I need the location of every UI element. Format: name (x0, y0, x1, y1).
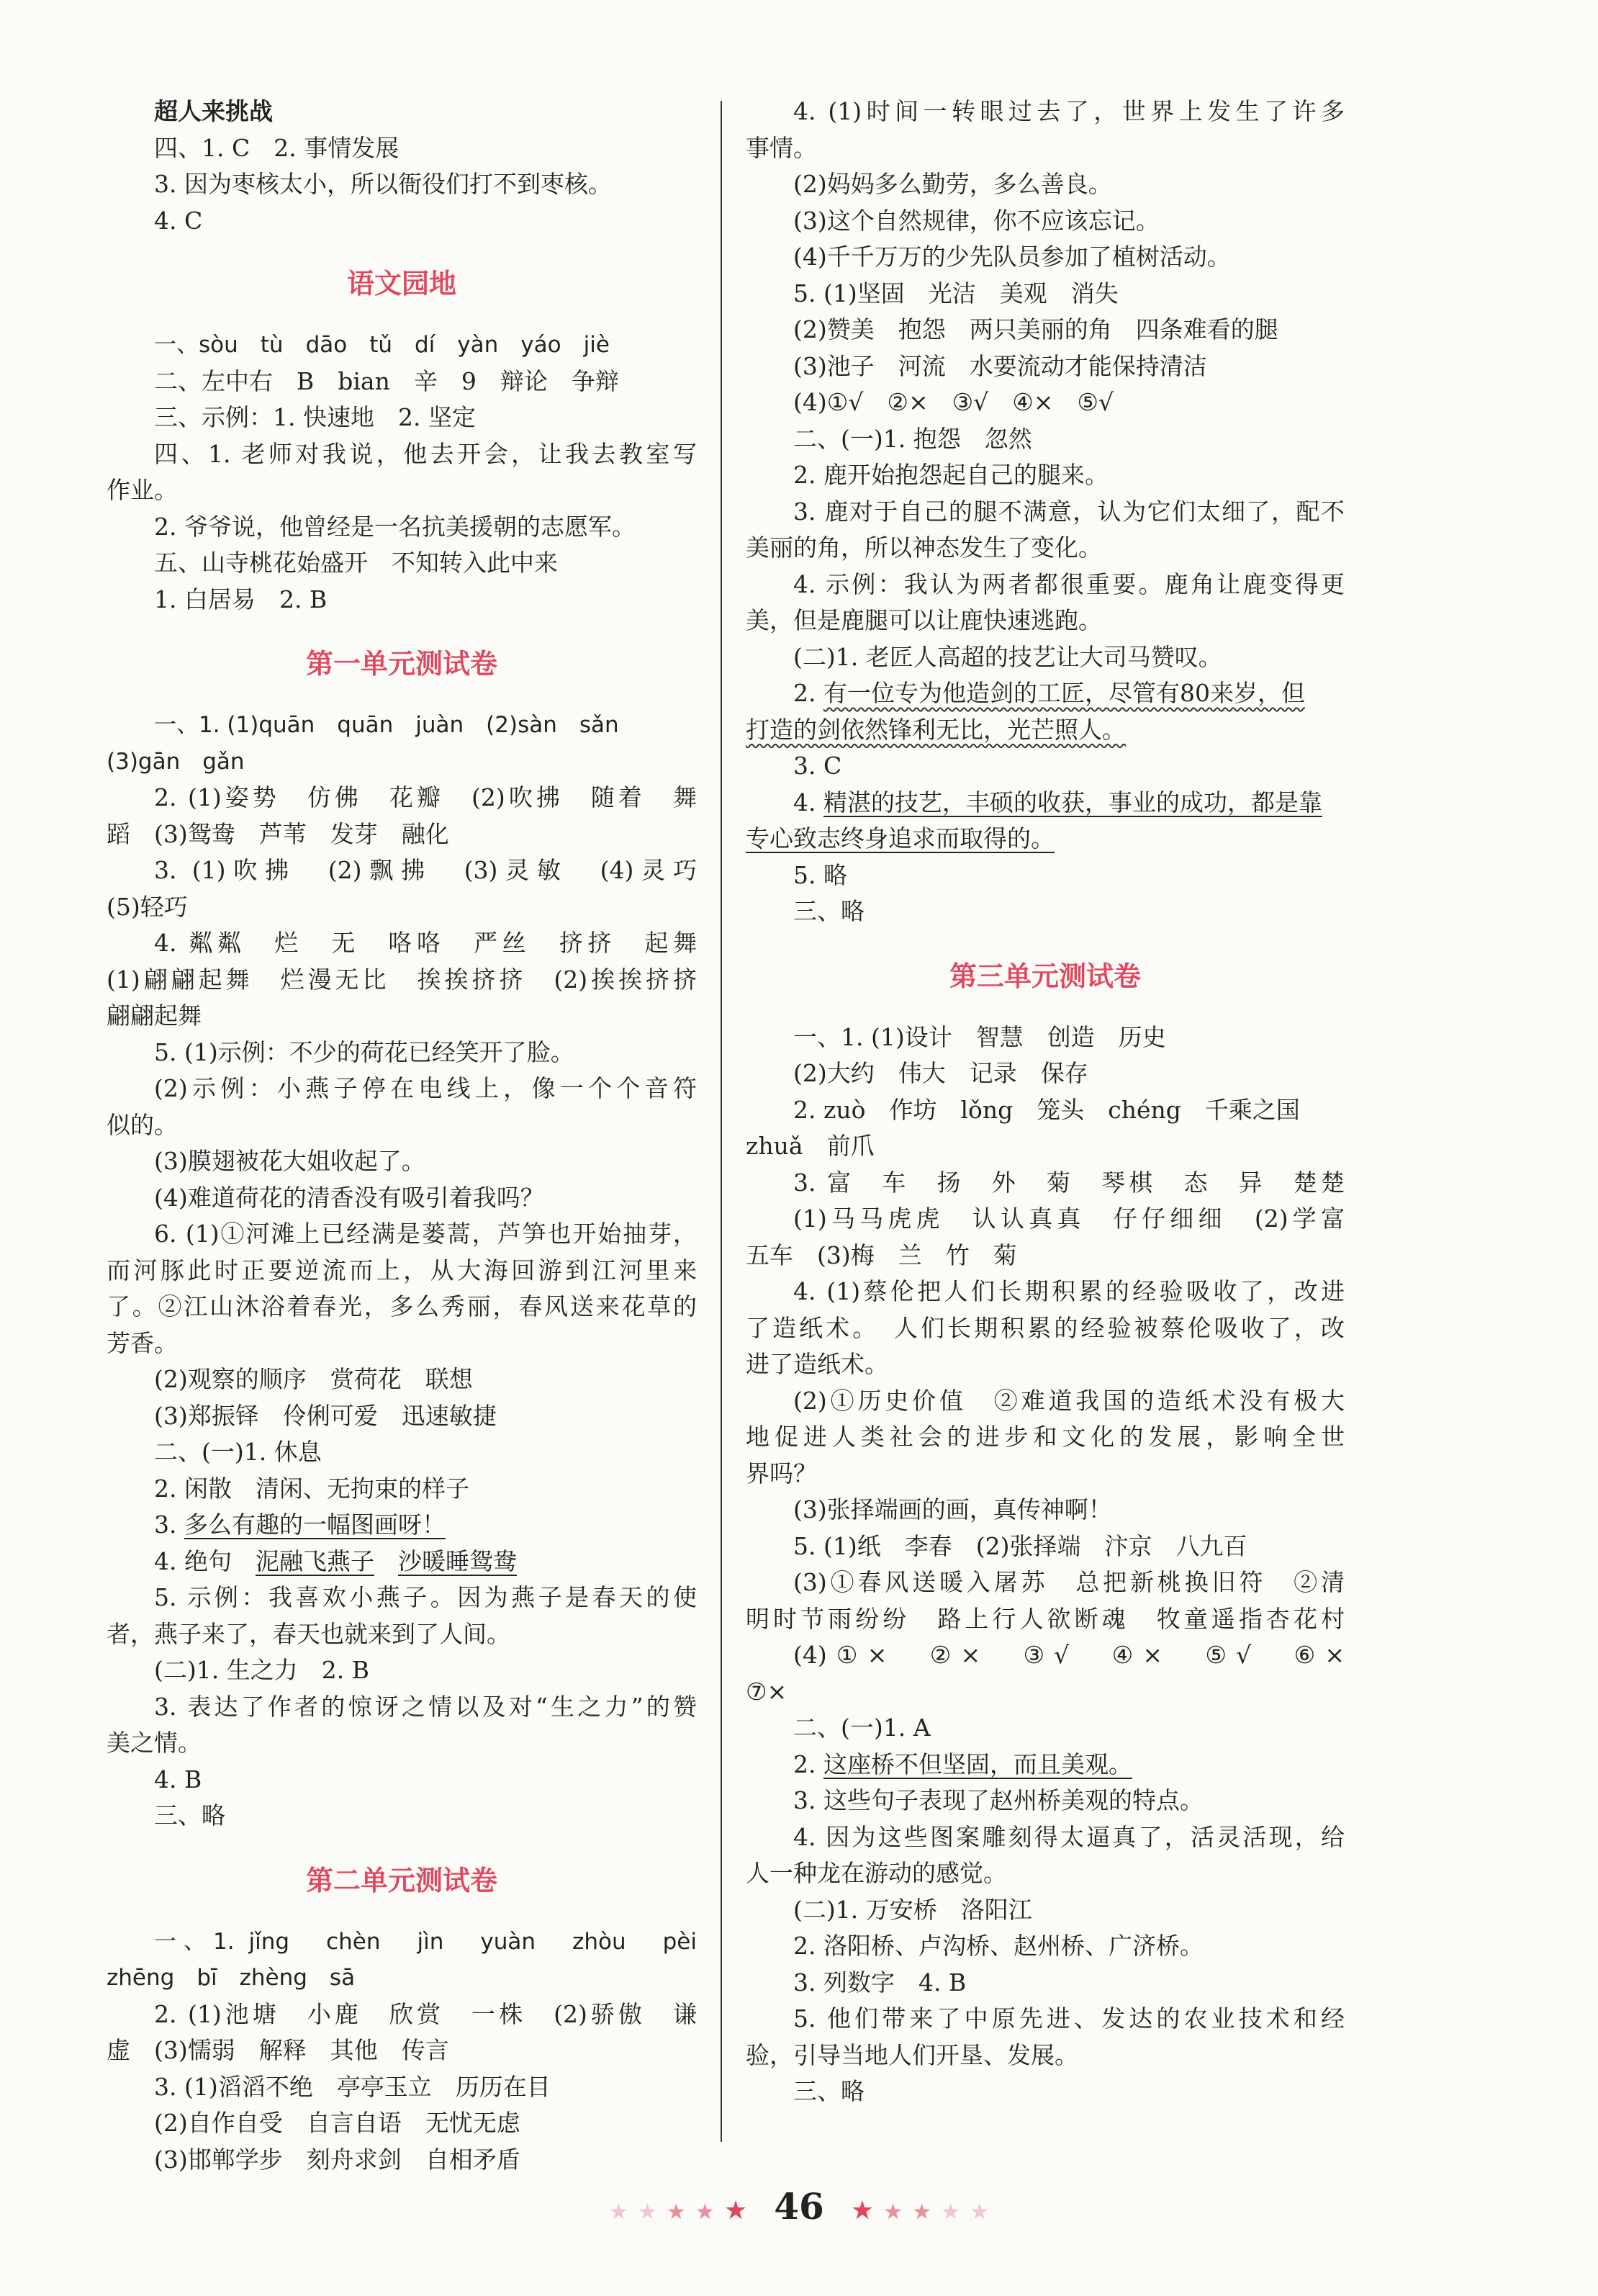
answer-line: 3. 列数字 4. B (793, 1968, 967, 1996)
answer-line: 2. 这座桥不但坚固，而且美观。 (793, 1750, 1132, 1778)
wavy-underlined-answer: 有一位专为他造剑的工匠，尽管有80来岁，但 (823, 679, 1305, 707)
answer-line: 4. 粼粼 烂 无 咯咯 严丝 挤挤 起舞 (154, 929, 697, 957)
answer-line: (2)①历史价值 ②难道我国的造纸术没有极大 (793, 1386, 1345, 1415)
answer-line: 事情。 (746, 133, 817, 162)
answer-line: 2. zuò 作坊 lǒng 笼头 chéng 千乘之国 (793, 1095, 1300, 1124)
answer-line: (2)赞美 抱怨 两只美丽的角 四条难看的腿 (793, 315, 1278, 343)
answer-line: (2)妈妈多么勤劳，多么善良。 (793, 170, 1112, 198)
underlined-answer: 多么有趣的一幅图画呀！ (184, 1511, 446, 1539)
answer-line: 二、(一)1. 休息 (154, 1438, 322, 1466)
wavy-underlined-answer: 打造的剑依然锋利无比，光芒照人。 (746, 715, 1126, 744)
answer-line: 4. B (154, 1765, 202, 1793)
star-icon: ★ (941, 2200, 961, 2225)
answer-line: 验，引导当地人们开垦、发展。 (746, 2040, 1078, 2069)
answer-line: 3. 因为枣核太小，所以衙役们打不到枣核。 (154, 170, 612, 198)
answer-line: 人一种龙在游动的感觉。 (746, 1859, 1007, 1887)
answer-line: 明时节雨纷纷 路上行人欲断魂 牧童遥指杏花村 (746, 1604, 1345, 1633)
answer-line: 地促进人类社会的进步和文化的发展，影响全世 (746, 1423, 1345, 1451)
answer-line: 2. 鹿开始抱怨起自己的腿来。 (793, 461, 1109, 489)
answer-line: 蹈 (3)鸳鸯 芦苇 发芽 融化 (107, 819, 449, 848)
answer-line: (4)①× ②× ③√ ④× ⑤√ ⑥× (793, 1641, 1345, 1669)
answer-line: (3)池子 河流 水要流动才能保持清洁 (793, 351, 1207, 380)
answer-line: 4. (1)时间一转眼过去了，世界上发生了许多 (793, 97, 1345, 125)
answer-line: 4. C (154, 206, 203, 235)
underlined-answer: 精湛的技艺，丰硕的收获，事业的成功，都是靠 (823, 788, 1322, 816)
answer-line: 而河豚此时正要逆流而上，从大海回游到江河里来 (107, 1256, 697, 1284)
answer-line: 美，但是鹿腿可以让鹿快速逃跑。 (746, 606, 1102, 634)
star-icon: ★ (695, 2200, 715, 2225)
answer-line: zhuǎ 前爪 (746, 1132, 875, 1160)
answer-line (746, 712, 1345, 749)
answer-line: 5. (1)坚固 光洁 美观 消失 (793, 279, 1119, 307)
underlined-answer: 沙暖睡鸳鸯 (397, 1547, 517, 1575)
answer-line: 界吗？ (746, 1459, 817, 1487)
answer-line: 二、(一)1. 抱怨 忽然 (793, 424, 1032, 453)
answer-line: 翩翩起舞 (107, 1001, 202, 1030)
answer-line: 3. 这些句子表现了赵州桥美观的特点。 (793, 1786, 1204, 1814)
heading-unit-3-test: 第三单元测试卷 (949, 960, 1141, 992)
answer-line: (1)翩翩起舞 烂漫无比 挨挨挤挤 (2)挨挨挤挤 (107, 965, 697, 994)
answer-line: 3. 富 车 扬 外 菊 琴棋 态 异 楚楚 (793, 1168, 1345, 1197)
answer-line: (4)难道荷花的清香没有吸引着我吗？ (154, 1183, 544, 1212)
answer-line: 6. (1)①河滩上已经满是蒌蒿，芦笋也开始抽芽， (154, 1220, 697, 1248)
answer-line: (3)郑振铎 伶俐可爱 迅速敏捷 (154, 1401, 497, 1430)
answer-line: (3)这个自然规律，你不应该忘记。 (793, 206, 1160, 235)
answer-line: (1)马马虎虎 认认真真 仔仔细细 (2)学富 (793, 1205, 1345, 1233)
answer-line: zhēng bī zhèng sā (107, 1965, 356, 1991)
answer-line: 4. 因为这些图案雕刻得太逼真了，活灵活现，给 (793, 1822, 1345, 1851)
column-divider (721, 101, 722, 2142)
answer-line: (4)①√ ②× ③√ ④× ⑤√ (793, 388, 1114, 416)
star-icon: ★ (970, 2200, 990, 2225)
answer-line: (二)1. 老匠人高超的技艺让大司马赞叹。 (793, 642, 1222, 671)
answer-line: (2)自作自受 自言自语 无忧无虑 (154, 2109, 520, 2137)
answer-line: 3. C (793, 752, 842, 780)
star-icon: ★ (883, 2200, 903, 2225)
answer-line: 3. 表达了作者的惊讶之情以及对“生之力”的赞 (154, 1692, 697, 1721)
answer-line: 1. 白居易 2. B (154, 585, 328, 613)
page-footer (0, 2182, 1598, 2232)
answer-line: (二)1. 万安桥 洛阳江 (793, 1895, 1032, 1924)
answer-line: (2)大约 伟大 记录 保存 (793, 1059, 1088, 1087)
right-column (746, 94, 1345, 2110)
star-icon: ★ (666, 2200, 686, 2225)
answer-line: 三、略 (154, 1801, 225, 1829)
star-icon: ★ (912, 2200, 932, 2225)
heading-yuwen-yuandi: 语文园地 (346, 268, 456, 300)
answer-line: (2)示例：小燕子停在电线上，像一个个音符 (154, 1074, 697, 1102)
answer-line: (3)膜翅被花大姐收起了。 (154, 1147, 425, 1175)
answer-line: (4)千千万万的少先队员参加了植树活动。 (793, 243, 1231, 271)
answer-line: 2. 洛阳桥、卢沟桥、赵州桥、广济桥。 (793, 1932, 1204, 1960)
answer-line: 美之情。 (107, 1729, 202, 1757)
answer-line: 2. 闲散 清闲、无拘束的样子 (154, 1474, 469, 1503)
answer-line: 3. (1)滔滔不绝 亭亭玉立 历历在目 (154, 2072, 551, 2101)
answer-line: 4. 绝句 泥融飞燕子 沙暖睡鸳鸯 (154, 1547, 517, 1575)
answer-line: 3. (1)吹拂 (2)飘拂 (3)灵敏 (4)灵巧 (154, 856, 697, 884)
answer-line: 5. (1)示例：不少的荷花已经笑开了脸。 (154, 1037, 574, 1066)
answer-line: 2. (1)池塘 小鹿 欣赏 一株 (2)骄傲 谦 (154, 1999, 697, 2028)
answer-line: 二、(一)1. A (793, 1714, 931, 1742)
answer-line: 5. 他们带来了中原先进、发达的农业技术和经 (793, 2004, 1345, 2032)
answer-line: (3)①春风送暖入屠苏 总把新桃换旧符 ②清 (793, 1568, 1345, 1596)
answer-line: 了。②江山沐浴着春光，多么秀丽，春风送来花草的 (107, 1292, 697, 1320)
answer-line: (3)gān gǎn (107, 748, 245, 775)
star-icon: ★ (850, 2196, 875, 2225)
heading-unit-1-test: 第一单元测试卷 (305, 648, 497, 680)
star-icon: ★ (637, 2200, 657, 2225)
answer-line: 4. (1)蔡伦把人们长期积累的经验吸收了，改进 (793, 1277, 1345, 1305)
page-number: 46 (774, 2185, 824, 2228)
answer-line: 4. 示例：我认为两者都很重要。鹿角让鹿变得更 (793, 570, 1345, 598)
answer-line: 了造纸术。 人们长期积累的经验被蔡伦吸收了，改 (746, 1313, 1345, 1342)
answer-line: (5)轻巧 (107, 892, 188, 921)
answer-line: 三、略 (793, 2077, 865, 2105)
answer-line: 五、山寺桃花始盛开 不知转入此中来 (154, 549, 558, 577)
star-icon: ★ (723, 2196, 748, 2225)
answer-line: 者，燕子来了，春天也就来到了人间。 (107, 1619, 510, 1648)
answer-line: 5. 示例：我喜欢小燕子。因为燕子是春天的使 (154, 1583, 697, 1611)
answer-line: (二)1. 生之力 2. B (154, 1656, 369, 1684)
answer-line: (2)观察的顺序 赏荷花 联想 (154, 1365, 473, 1393)
answer-line: 2. 有一位专为他造剑的工匠，尽管有80来岁，但 (793, 679, 1305, 707)
answer-line: (3)邯郸学步 刻舟求剑 自相矛盾 (154, 2145, 520, 2174)
answer-line: 美丽的角，所以神态发生了变化。 (746, 534, 1102, 562)
answer-line: 四、1. C 2. 事情发展 (154, 133, 400, 162)
answer-line: 3. 多么有趣的一幅图画呀！ (154, 1511, 446, 1539)
answer-line (746, 821, 1345, 857)
answer-line: (3)张择端画的画，真传神啊！ (793, 1495, 1112, 1523)
answer-line: 一、sòu tù dāo tǔ dí yàn yáo jiè (154, 332, 610, 358)
heading-unit-2-test: 第二单元测试卷 (305, 1864, 497, 1896)
answer-line: 三、示例：1. 快速地 2. 坚定 (154, 403, 476, 431)
answer-line: 作业。 (107, 476, 178, 504)
answer-line: 四、1. 老师对我说，他去开会，让我去教室写 (154, 439, 697, 468)
answer-line: 3. 鹿对于自己的腿不满意，认为它们太细了，配不 (793, 497, 1345, 526)
answer-line: 虚 (3)懦弱 解释 其他 传言 (107, 2036, 449, 2064)
underlined-answer: 泥融飞燕子 (255, 1547, 374, 1575)
answer-line: 2. 爷爷说，他曾经是一名抗美援朝的志愿军。 (154, 512, 636, 541)
answer-line: 一、1. (1)设计 智慧 创造 历史 (793, 1022, 1166, 1051)
answer-line: 一、1. (1)quān quān juàn (2)sàn sǎn (154, 712, 619, 738)
section-title-challenge: 超人来挑战 (154, 97, 273, 125)
answer-line: 五车 (3)梅 兰 竹 菊 (746, 1241, 1017, 1269)
star-icon: ★ (608, 2200, 628, 2225)
answer-line: 似的。 (107, 1110, 178, 1139)
underlined-answer: 专心致志终身追求而取得的。 (746, 824, 1055, 852)
answer-line: 一、1. jǐng chèn jìn yuàn zhòu pèi (154, 1928, 697, 1955)
answer-line: ⑦× (746, 1677, 787, 1706)
answer-line: 三、略 (793, 897, 865, 925)
answer-line: 4. 精湛的技艺，丰硕的收获，事业的成功，都是靠 (793, 788, 1322, 816)
answer-line: 芳香。 (107, 1328, 178, 1357)
underlined-answer: 这座桥不但坚固，而且美观。 (823, 1750, 1132, 1778)
answer-line: 2. (1)姿势 仿佛 花瓣 (2)吹拂 随着 舞 (154, 783, 697, 811)
left-column (107, 94, 697, 2178)
answer-line: 5. (1)纸 李春 (2)张择端 汴京 八九百 (793, 1531, 1247, 1560)
answer-line: 二、左中右 B bian 辛 9 辩论 争辩 (154, 366, 619, 395)
answer-line: 5. 略 (793, 860, 847, 889)
answer-line: 进了造纸术。 (746, 1350, 888, 1378)
